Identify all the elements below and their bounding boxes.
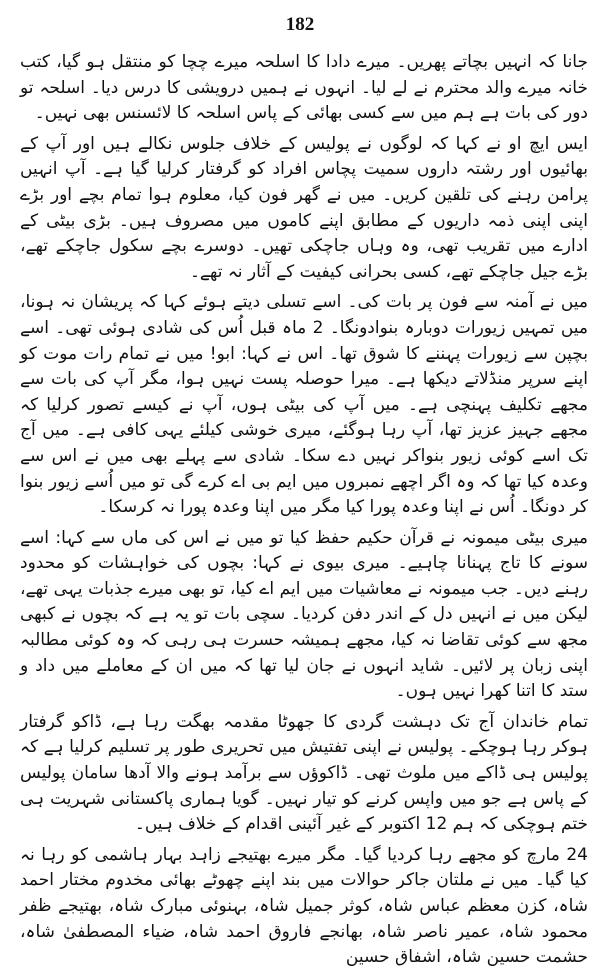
paragraph: تمام خاندان آج تک دہشت گردی کا جھوٹا مقدمہ بھگت رہا ہے، ڈاکو گرفتار ہوکر رہا ہوچکے۔ پولیس نے اپنی تفتیش میں تحریری طور پر تسلیم کرلیا ہے کہ پولیس ہی ڈاکے میں ملوث تھی۔ ڈاکوؤں سے برآمد ہونے والا آدھا سامان پولیس کے پاس ہے جو میں واپس کرنے کو تیار نہیں۔ گویا ہماری پاکستانی شہریت ہی ختم ہوچکی کہ ہم 12 اکتوبر کے غیر آئینی اقدام کے خلاف ہیں۔ <box>20 711 588 835</box>
paragraph: میں نے آمنہ سے فون پر بات کی۔ اسے تسلی دیتے ہوئے کہا کہ پریشان نہ ہونا، میں تمہیں زیورات دوبارہ بنوادونگا۔ 2 ماہ قبل اُس کی شادی ہوئی تھی۔ اسے بچپن سے زیورات پہننے کا شوق تھا۔ اس نے کہا: ابو! میں نے تمام رات موت کو اپنے سرپر منڈلاتے دیکھا ہے۔ میرا حوصلہ پست نہیں ہوا، مگر آپ کی بات سے مجھے تکلیف پہنچی ہے۔ میں آپ کی بیٹی ہوں، آپ نے کیسے تصور کرلیا کہ مجھے جہیز عزیز تھا، آپ رہا ہوگئے، میری خوشی کیلئے یہی کافی ہے۔ میں آج تک اسے کوئی زیور بنواکر نہیں دے سکا۔ شادی سے پہلے بھی میں نے اس سے وعدہ کیا تھا کہ وہ اگر اچھے نمبروں میں ایم بی اے کرے گی تو میں اُسے زیور بنوا کر دونگا۔ اُس نے اپنا وعدہ پورا کیا مگر میں اپنا وعدہ پورا نہ کرسکا۔ <box>20 292 589 518</box>
paragraph: 24 مارچ کو مجھے رہا کردیا گیا۔ مگر میرے بھتیجے زاہد بہار ہاشمی کو رہا نہ کیا گیا۔ میں نے ملتان جاکر حوالات میں بند اپنے چھوٹے بھائی مخدوم مختار احمد شاہ، کزن معظم عباس شاہ، کوثر جمیل شاہ، بہنوئی مبارک شاہ، بھتیجے ظفر محمود شاہ، عمیر ناصر شاہ، بھانجے فاروق احمد شاہ، ضیاء المصطفیٰ شاہ، حشمت حسین شاہ، اشفاق حسین <box>20 844 588 968</box>
paragraph: ایس ایچ او نے کہا کہ لوگوں نے پولیس کے خلاف جلوس نکالے ہیں اور آپ کے بھائیوں اور رشتہ داروں سمیت پچاس افراد کو گرفتار کرلیا گیا ہے۔ آپ انہیں پرامن رہنے کی تلقین کریں۔ میں نے گھر فون کیا، معلوم ہوا تمام بچے اور بڑے اپنی اپنی ذمہ داریوں کے مطابق اپنے کاموں میں مصروف ہیں۔ بڑی بیٹی کے ادارے میں تقریب تھی، وہ وہاں جاچکی تھیں۔ دوسرے بچے سکول جاچکے تھے، بڑے جیل جاچکے تھے، کسی بحرانی کیفیت کے آثار نہ تھے۔ <box>20 133 588 282</box>
paragraph: جانا کہ انہیں بچاتے پھریں۔ میرے دادا کا اسلحہ میرے چچا کو منتقل ہو گیا، کتب خانہ میرے والد محترم نے لے لیا۔ انہوں نے ہمیں درویشی کا درس دیا۔ اسلحہ تو دور کی بات ہے ہم میں سے کسی بھائی کے پاس اسلحہ کا لائسنس بھی نہیں۔ <box>20 52 588 124</box>
body-text <box>20 50 588 976</box>
paragraph: میری بیٹی میمونہ نے قرآن حکیم حفظ کیا تو میں نے اس کی ماں سے کہا: اسے سونے کا تاج پہنانا چاہیے۔ میری بیوی نے کہا: بچوں کی خواہشات کو محدود رہنے دیں۔ جب میمونہ نے معاشیات میں ایم اے کیا، تو بھی میرے جذبات یہی تھے، لیکن میں نے انہیں دل کے اندر دفن کردیا۔ سچی بات تو یہ ہے کہ بچوں نے کبھی مجھ سے کوئی تقاضا نہ کیا، مجھے ہمیشہ حسرت ہی رہی کہ وہ کوئی مطالبہ اپنی زبان پر لائیں۔ شاید انہوں نے جان لیا تھا کہ میں ان کے معاملے میں داد و ستد کا اتنا کھرا نہیں ہوں۔ <box>20 527 588 702</box>
page-number: 182 <box>285 14 315 35</box>
